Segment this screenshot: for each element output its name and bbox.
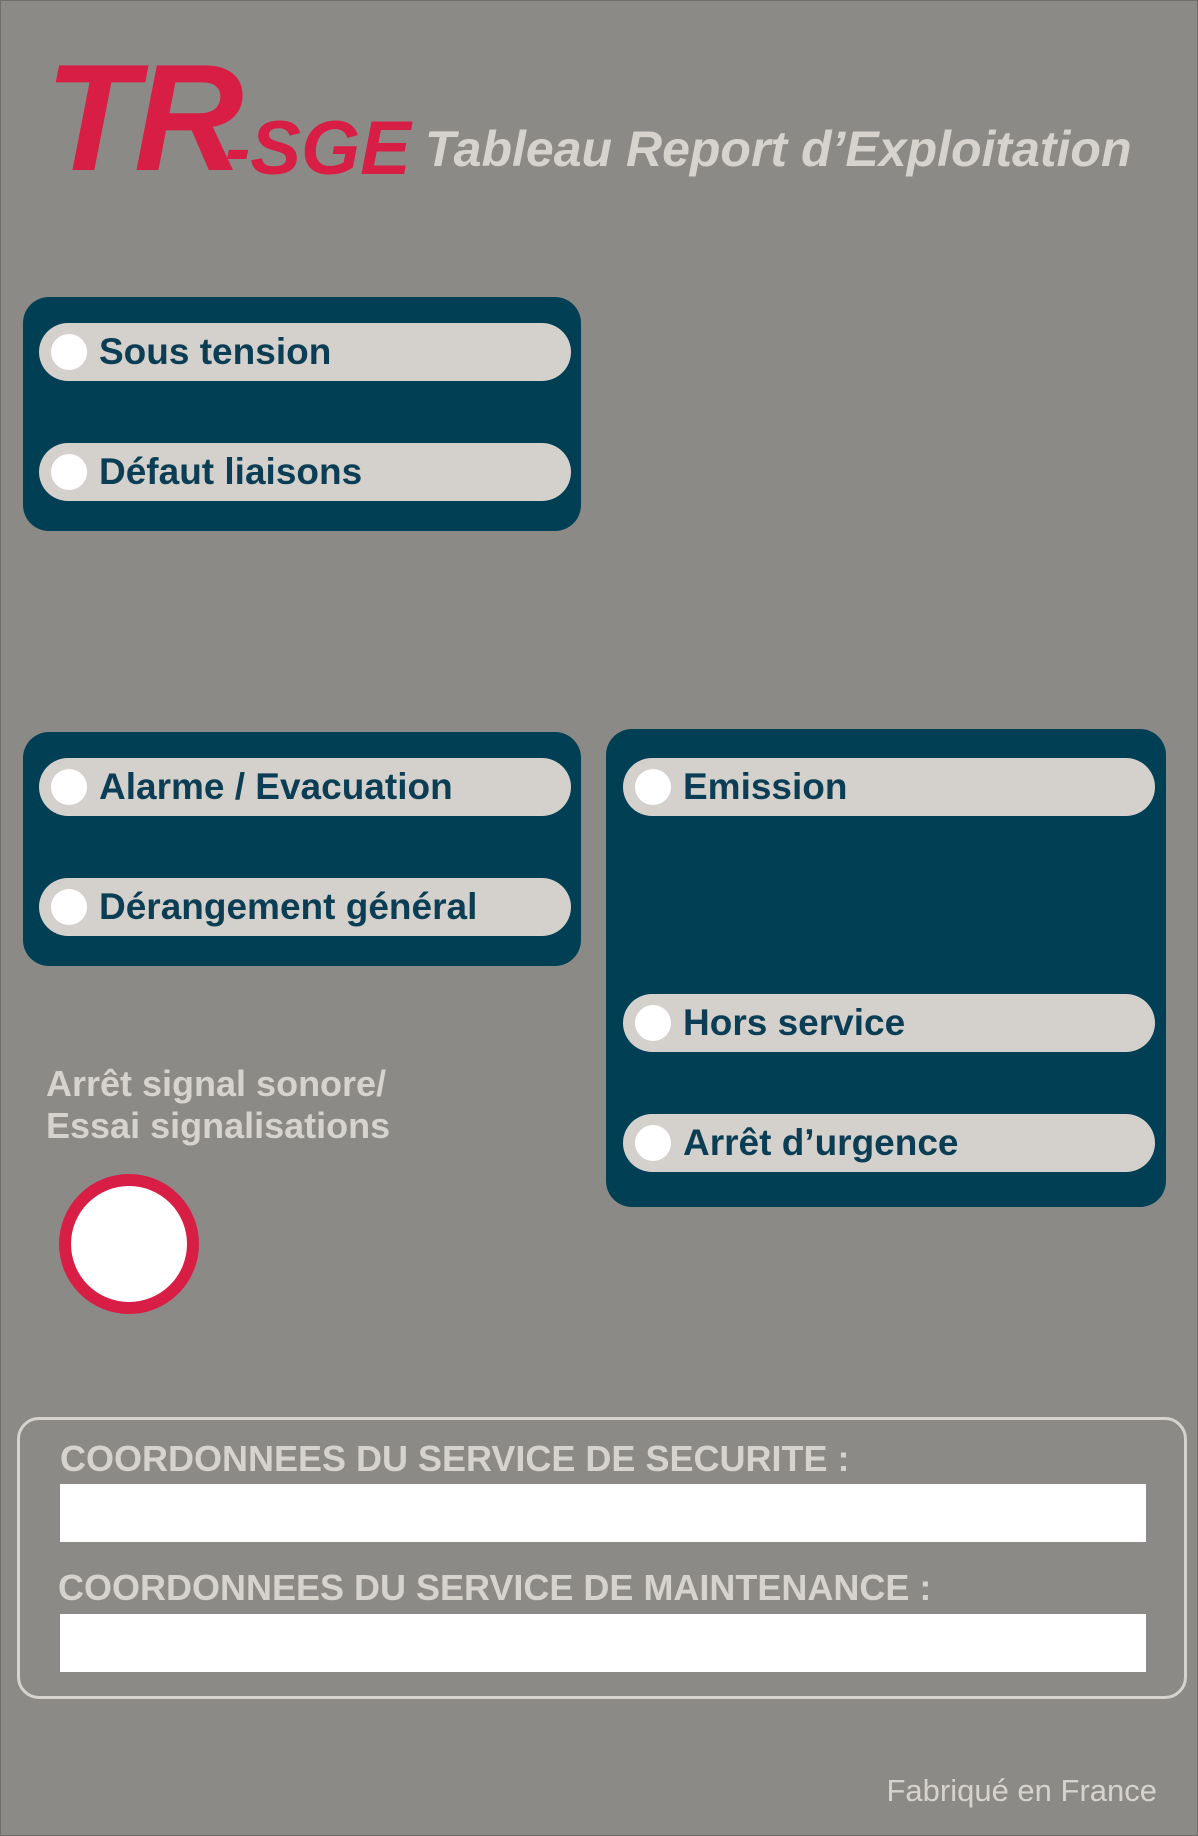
security-contact-field[interactable] xyxy=(60,1484,1146,1542)
silence-label-line1: Arrêt signal sonore/ xyxy=(46,1063,387,1104)
brand-logo-sge: -SGE xyxy=(225,106,411,191)
led-icon xyxy=(51,334,87,370)
led-icon xyxy=(51,769,87,805)
maintenance-contact-field[interactable] xyxy=(60,1614,1146,1672)
status-box-power xyxy=(23,297,581,531)
led-icon xyxy=(635,1005,671,1041)
led-icon xyxy=(635,1125,671,1161)
indicator-label: Défaut liaisons xyxy=(99,451,363,492)
maintenance-contact-label: COORDONNEES DU SERVICE DE MAINTENANCE : xyxy=(58,1567,932,1608)
brand-tagline: Tableau Report d’Exploitation xyxy=(425,121,1132,177)
indicator-defaut-liaisons xyxy=(39,443,571,501)
indicator-label: Sous tension xyxy=(99,331,332,372)
indicator-sous-tension xyxy=(39,323,571,381)
indicator-hors-service xyxy=(623,994,1155,1052)
silence-label-line2: Essai signalisations xyxy=(46,1105,391,1146)
led-icon xyxy=(51,454,87,490)
silence-test-button[interactable] xyxy=(59,1174,199,1314)
indicator-label: Arrêt d’urgence xyxy=(683,1122,959,1163)
made-in-france-label: Fabriqué en France xyxy=(886,1773,1157,1808)
indicator-label: Hors service xyxy=(683,1002,906,1043)
indicator-arret-urgence xyxy=(623,1114,1155,1172)
silence-button-label xyxy=(46,1063,390,1147)
security-contact-label: COORDONNEES DU SERVICE DE SECURITE : xyxy=(60,1438,850,1479)
led-icon xyxy=(635,769,671,805)
contacts-frame xyxy=(17,1417,1187,1699)
indicator-label: Alarme / Evacuation xyxy=(99,766,453,807)
indicator-derangement-general xyxy=(39,878,571,936)
indicator-emission xyxy=(623,758,1155,816)
led-icon xyxy=(51,889,87,925)
indicator-label: Dérangement général xyxy=(99,886,478,927)
brand-logo-tr: TR xyxy=(45,33,240,203)
indicator-alarme-evacuation xyxy=(39,758,571,816)
indicator-label: Emission xyxy=(683,766,848,807)
status-box-emission xyxy=(606,729,1166,1207)
status-box-alarm xyxy=(23,732,581,966)
